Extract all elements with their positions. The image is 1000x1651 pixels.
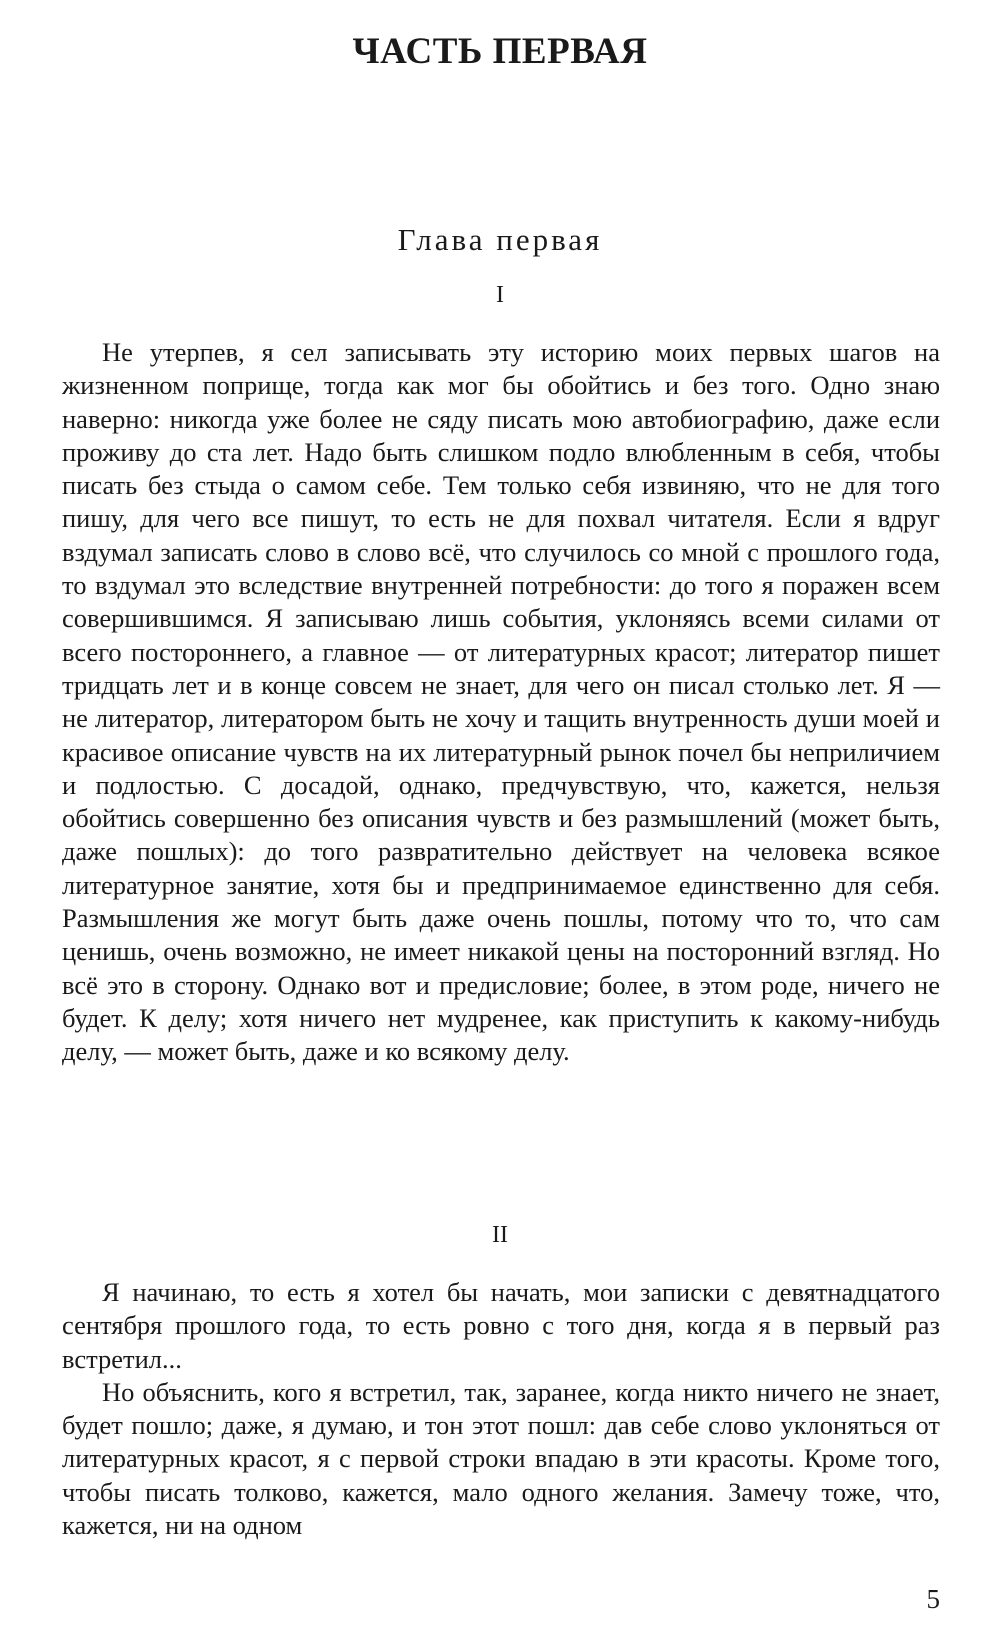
chapter-title: Глава первая <box>397 222 603 257</box>
section-number-1: I <box>496 282 504 308</box>
section-2-text <box>62 1276 940 1542</box>
paragraph: Я начинаю, то есть я хотел бы начать, мои записки с девятнадцатого сентября прошлого года, то есть ровно с того дня, когда я в первый раз встретил... <box>62 1277 940 1374</box>
paragraph: Не утерпев, я сел записывать эту историю моих первых шагов на жизненном поприще, тогда как мог бы обойтись и без того. Одно знаю наверно: никогда уже более не сяду писать мою автобиографию, даже если проживу до ста лет. Надо быть слишком подло влюбленным в себя, чтобы писать без стыда о самом себе. Тем только себя извиняю, что не для того пишу, для чего все пишут, то есть не для похвал читателя. Если я вдруг вздумал записать слово в слово всё, что случилось со мной с прошлого года, то вздумал это вследствие внутренней потребности: до того я поражен всем совершившимся. Я записываю лишь события, уклоняясь всеми силами от всего постороннего, а главное — от литературных красот; литератор пишет тридцать лет и в конце совсем не знает, для чего он писал столько лет. Я — не литератор, литератором быть не хочу и тащить внутренность души моей и красивое описание чувств на их литературный рынок почел бы неприличием и подлостью. С досадой, однако, предчувствую, что, кажется, нельзя обойтись совершенно без описания чувств и без размышлений (может быть, даже пошлых): до того развратительно действует на человека всякое литературное занятие, хотя бы и предпринимаемое единственно для себя. Размышления же могут быть даже очень пошлы, потому что то, что сам ценишь, очень возможно, не имеет никакой цены на посторонний взгляд. Но всё это в сторону. Однако вот и предисловие; более, в этом роде, ничего не будет. К делу; хотя ничего нет мудренее, как приступить к какому-нибудь делу, — может быть, даже и ко всякому делу. <box>62 337 940 1067</box>
paragraph: Но объяснить, кого я встретил, так, заранее, когда никто ничего не знает, будет пошло; даже, я думаю, и тон этот пошл: дав себе слово уклоняться от литературных красот, я с первой строки впадаю в эти красоты. Кроме того, чтобы писать толково, кажется, мало одного желания. Замечу тоже, что, кажется, ни на одном <box>62 1376 940 1541</box>
part-title: ЧАСТЬ ПЕРВАЯ <box>352 31 648 72</box>
page-number: 5 <box>926 1584 940 1614</box>
section-number-2: II <box>492 1222 508 1248</box>
section-1-text <box>62 336 940 1069</box>
